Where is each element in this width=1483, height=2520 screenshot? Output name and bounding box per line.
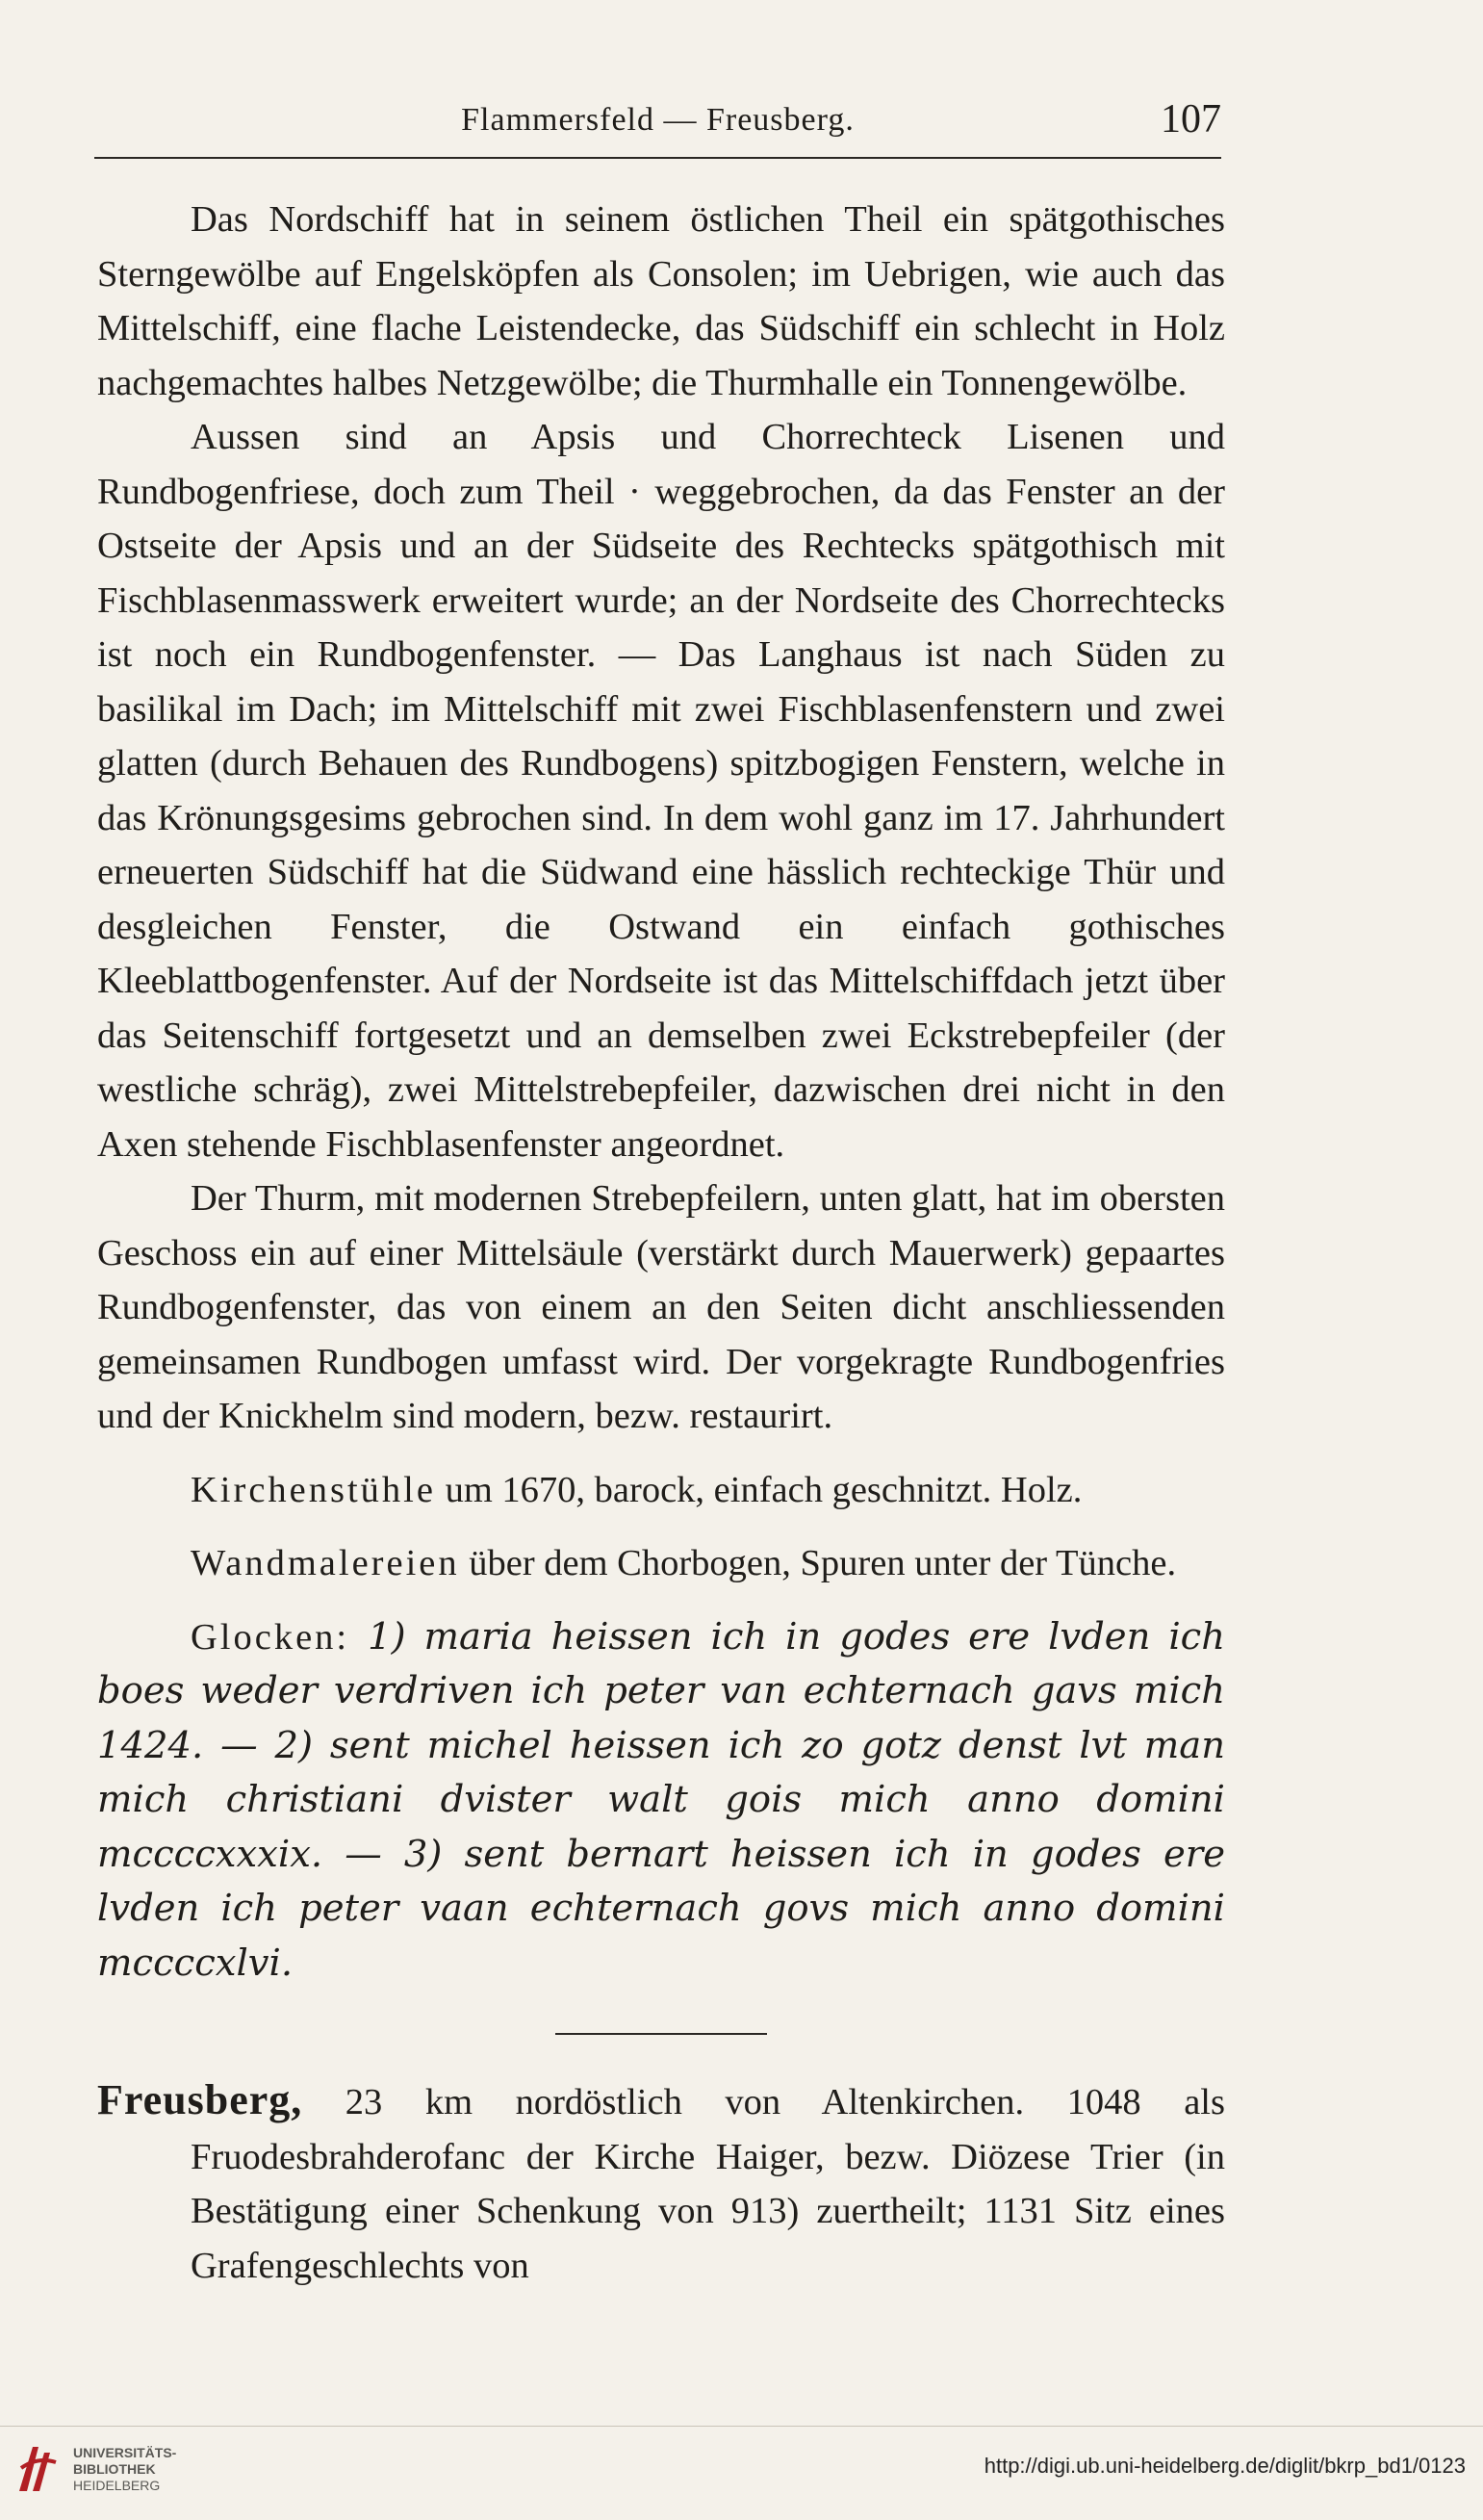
- running-title: Flammersfeld — Freusberg.: [461, 102, 855, 138]
- library-name-line: UNIVERSITÄTS-: [73, 2445, 177, 2460]
- wandmalereien-label: Wandmalereien: [191, 1543, 460, 1583]
- paragraph-glocken: [97, 1610, 1225, 1992]
- kirchenstuehle-text: um 1670, barock, einfach geschnitzt. Holz.: [435, 1469, 1083, 1510]
- source-url[interactable]: http://digi.ub.uni-heidelberg.de/diglit/bkrp_bd1/0123: [984, 2454, 1466, 2478]
- library-name: [73, 2445, 176, 2494]
- entry-headword: Freusberg,: [97, 2076, 303, 2123]
- footer-rule: [0, 2426, 1483, 2427]
- glocken-inscriptions: 1) maria heissen ich in godes ere lvden ich boes weder verdriven ich peter van echternach gavs mich 1424. — 2) sent michel heissen ich zo gotz denst lvt man mich christiani dvister walt gois mich anno domini mccccxxxix. — 3) sent bernart heissen ich in godes ere lvden ich peter vaan echternach govs mich anno domini mccccxlvi.: [97, 1614, 1225, 1985]
- section-separator: [555, 2033, 767, 2035]
- paragraph-aussen: Aussen sind an Apsis und Chorrechteck Lisenen und Rundbogenfriese, doch zum Theil · weggebrochen, da das Fenster an der Ostseite der Apsis und an der Südseite des Rechtecks spätgothisch mit Fischblasenmasswerk erweitert wurde; an der Nordseite des Chorrechtecks ist noch ein Rundbogenfenster. — Das Langhaus ist nach Süden zu basilikal im Dach; im Mittelschiff mit zwei Fischblasenfenstern und zwei glatten (durch Behauen des Rundbogens) spitzbogigen Fenstern, welche in das Krönungsgesims gebrochen sind. In dem wohl ganz im 17. Jahrhundert erneuerten Südschiff hat die Südwand eine hässlich rechteckige Thür und desgleichen Fenster, die Ostwand ein einfach gothisches Kleeblattbogenfenster. Auf der Nordseite ist das Mittelschiffdach jetzt über das Seitenschiff fortgesetzt und an demselben zwei Eckstrebepfeiler (der westliche schräg), zwei Mittelstrebepfeiler, dazwischen drei nicht in den Axen stehende Fischblasenfenster angeordnet.: [97, 417, 1225, 1165]
- header-rule: [94, 157, 1221, 159]
- entry-freusberg: [97, 2073, 1225, 2293]
- paragraph-nordschiff: Das Nordschiff hat in seinem östlichen Theil ein spätgothisches Sterngewölbe auf Engelsköpfen als Consolen; im Uebrigen, wie auch das Mittelschiff, eine flache Leistendecke, das Südschiff ein schlecht in Holz nachgemachtes halbes Netzgewölbe; die Thurmhalle ein Tonnengewölbe.: [97, 199, 1225, 403]
- running-header: [94, 96, 1221, 154]
- library-name-line: BIBLIOTHEK: [73, 2461, 156, 2477]
- paragraph-wandmalereien: [97, 1536, 1225, 1591]
- paragraph-thurm: Der Thurm, mit modernen Strebepfeilern, unten glatt, hat im obersten Geschoss ein auf einer Mittelsäule (verstärkt durch Mauerwerk) gepaartes Rundbogenfenster, das von einem an den Seiten dicht anschliessenden gemeinsamen Rundbogen umfasst wird. Der vorgekragte Rundbogenfries und der Knickhelm sind modern, bezw. restaurirt.: [97, 1178, 1225, 1436]
- wandmalereien-text: über dem Chorbogen, Spuren unter der Tünche.: [459, 1543, 1177, 1583]
- page-number: 107: [1161, 97, 1221, 141]
- kirchenstuehle-label: Kirchenstühle: [191, 1469, 436, 1510]
- library-logo-icon: [13, 2439, 62, 2497]
- entry-text: 23 km nordöstlich von Altenkirchen. 1048 als Fruodesbrahderofanc der Kirche Haiger, bezw. Diözese Trier (in Bestätigung einer Schenkung von 913) zuertheilt; 1131 Sitz eines Grafengeschlechts von: [191, 2082, 1225, 2286]
- glocken-label: Glocken:: [191, 1616, 350, 1658]
- main-text: [97, 193, 1225, 2293]
- paragraph-kirchenstuehle: [97, 1463, 1225, 1518]
- library-name-line: HEIDELBERG: [73, 2478, 161, 2493]
